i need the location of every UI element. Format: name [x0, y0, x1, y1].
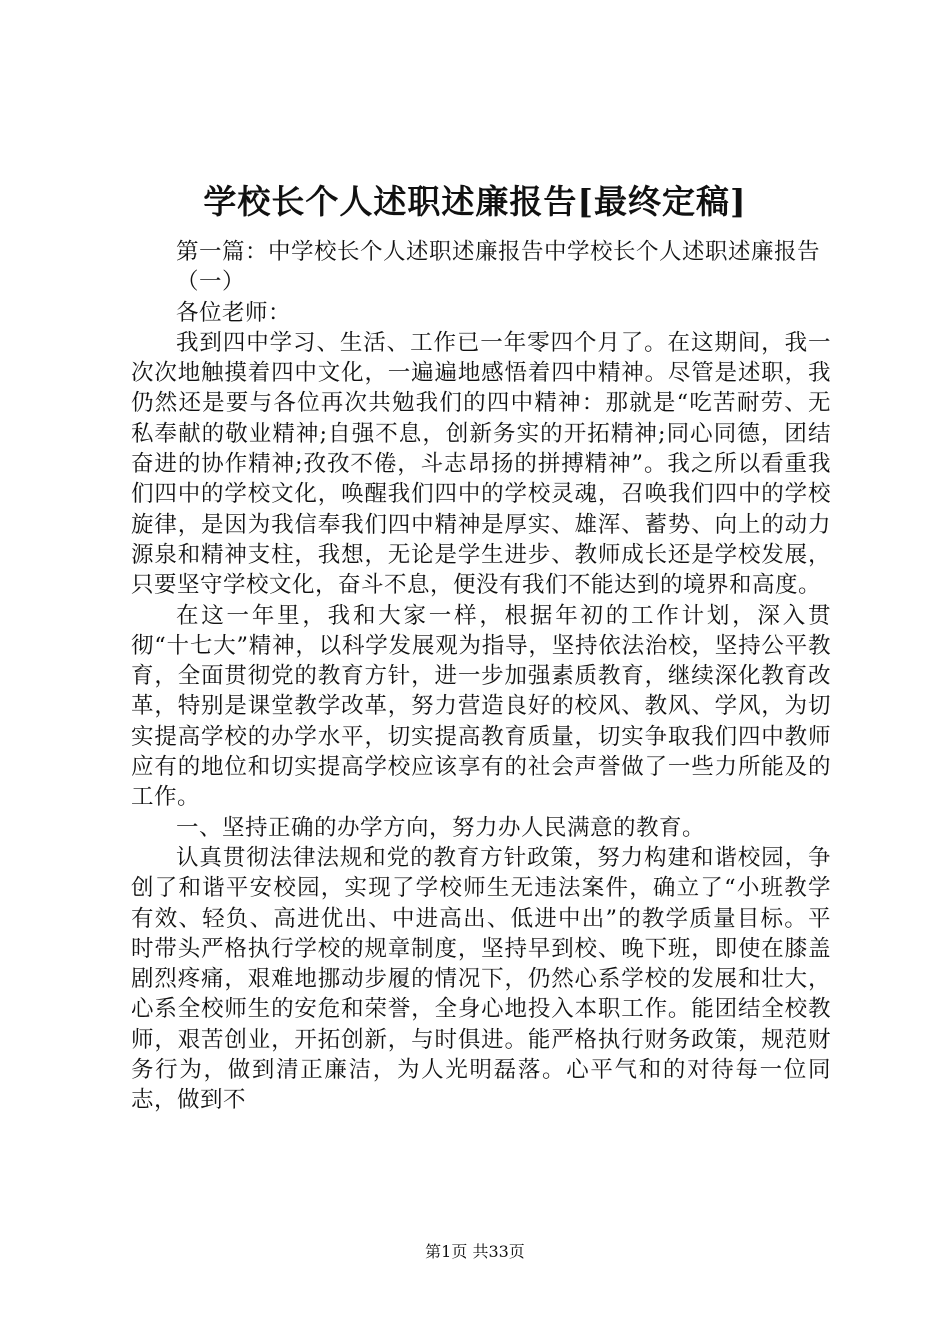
paragraph-section-heading: 第一篇：中学校长个人述职述廉报告中学校长个人述职述廉报告 — [176, 239, 821, 265]
paragraph: 我到四中学习、生活、工作已一年零四个月了。在这期间，我一次次地触摸着四中文化，一遍遍地感悟着四中精神。尽管是述职，我仍然还是要与各位再次共勉我们的四中精神：那就是“吃苦耐劳、无私奉献的敬业精神;自强不息，创新务实的开拓精神;同心同德，团结奋进的协作精神;孜孜不倦，斗志昂扬的拼搏精神”。我之所以看重我们四中的学校文化，唤醒我们四中的学校灵魂，召唤我们四中的学校旋律，是因为我信奉我们四中精神是厚实、雄浑、蓄势、向上的动力源泉和精神支柱，我想，无论是学生进步、教师成长还是学校发展，只要坚守学校文化，奋斗不息，便没有我们不能达到的境界和高度。 — [131, 329, 831, 599]
document-body — [131, 237, 831, 1116]
paragraph: 认真贯彻法律法规和党的教育方针政策，努力构建和谐校园，争创了和谐平安校园，实现了学校师生无违法案件，确立了“小班教学有效、轻负、高进优出、中进高出、低进中出”的教学质量目标。平时带头严格执行学校的规章制度，坚持早到校、晚下班，即使在膝盖剧烈疼痛，艰难地挪动步履的情况下，仍然心系学校的发展和壮大，心系全校师生的安危和荣誉，全身心地投入本职工作。能团结全校教师，艰苦创业，开拓创新，与时俱进。能严格执行财务政策，规范财务行为，做到清正廉洁，为人光明磊落。心平气和的对待每一位同志，做到不 — [131, 844, 831, 1114]
paragraph-subheading: 一、坚持正确的办学方向，努力办人民满意的教育。 — [176, 814, 706, 841]
paragraph-part-number: （一） — [176, 269, 246, 296]
paragraph-salutation: 各位老师： — [176, 299, 292, 326]
paragraph: 在这一年里，我和大家一样，根据年初的工作计划，深入贯彻“十七大”精神，以科学发展观为指导，坚持依法治校，坚持公平教育，全面贯彻党的教育方针，进一步加强素质教育，继续深化教育改革，特别是课堂教学改革，努力营造良好的校风、教风、学风，为切实提高学校的办学水平，切实提高教育质量，切实争取我们四中教师应有的地位和切实提高学校应该享有的社会声誉做了一些力所能及的工作。 — [131, 602, 831, 811]
document-title: 学校长个人述职述廉报告[最终定稿] — [203, 182, 747, 221]
page-footer: 第1页 共33页 — [425, 1242, 525, 1261]
